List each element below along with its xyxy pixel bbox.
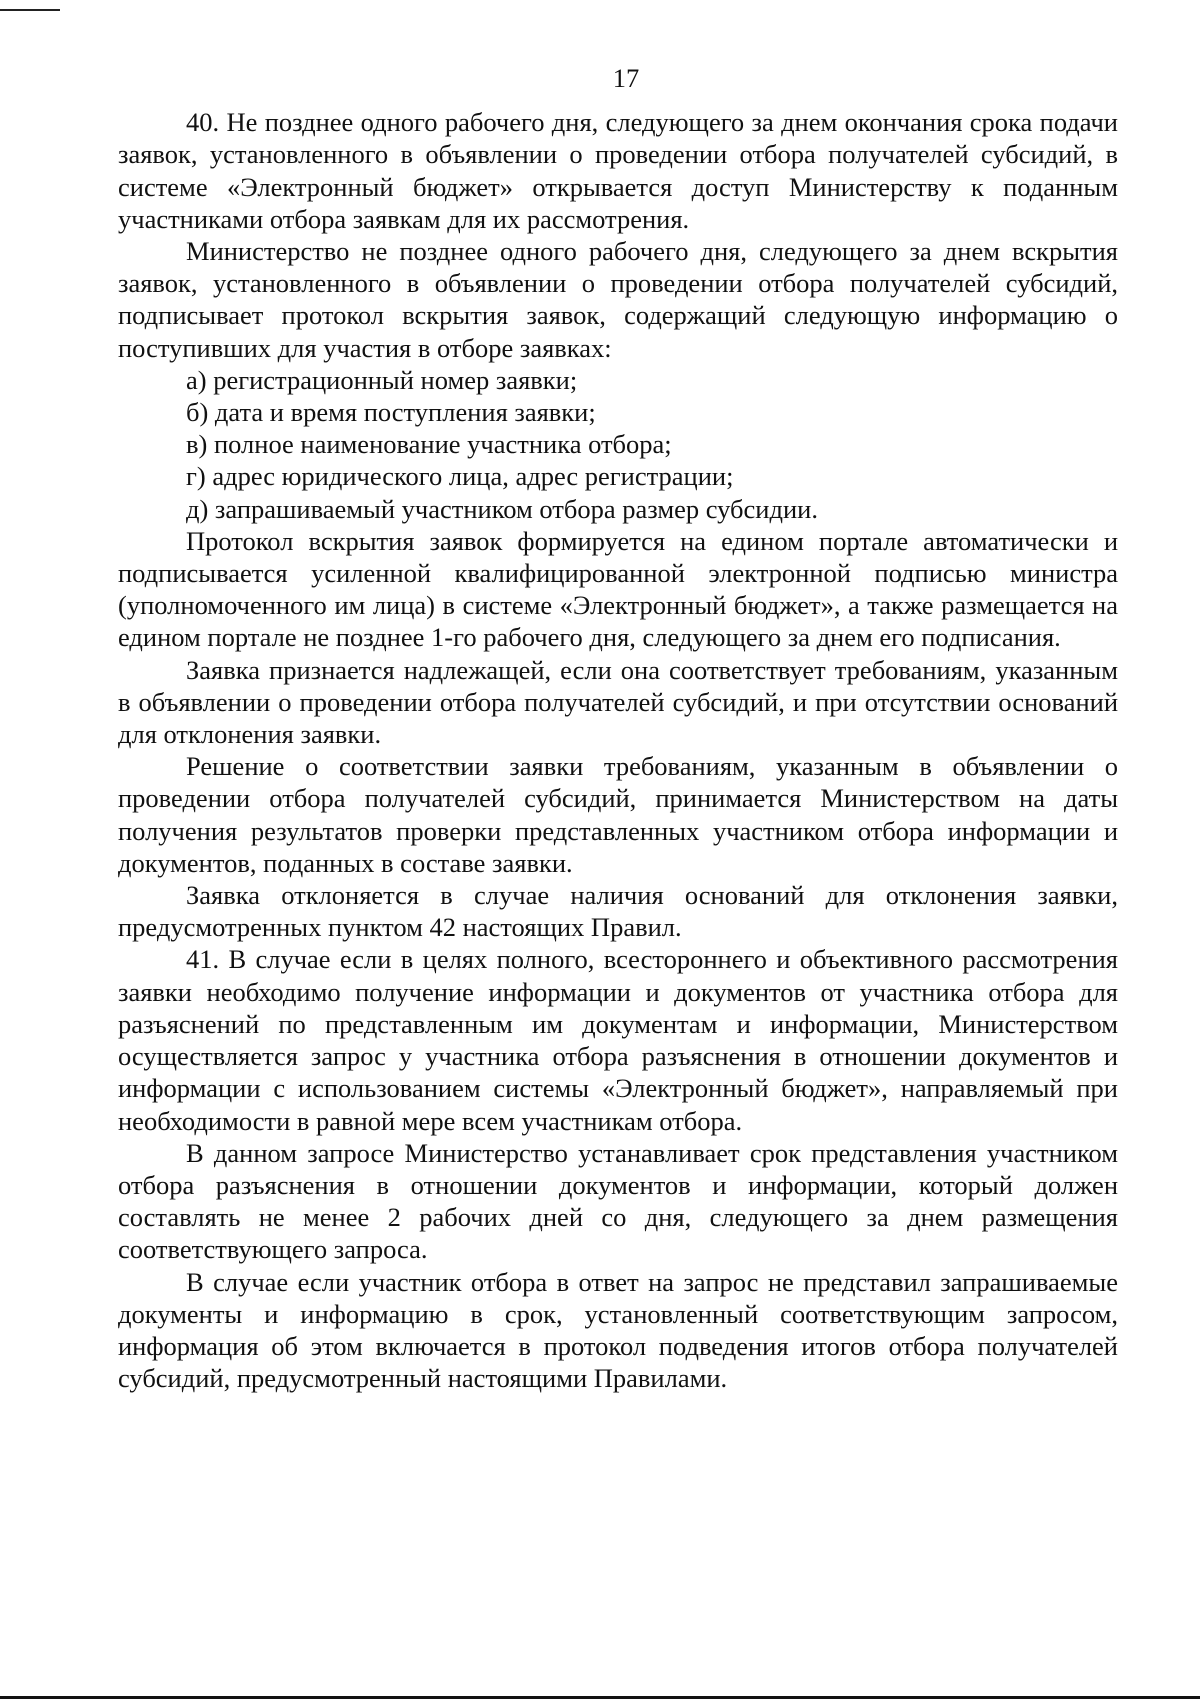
paragraph-protocol-signing: Протокол вскрытия заявок формируется на едином портале автоматически и подписывается усиленной квалифицированной электронной подписью министра (уполномоченного им лица) в системе «Электронный бюджет», а также размещается на едином портале не позднее 1-го рабочего дня, следующего за днем его подписания. — [118, 525, 1118, 653]
paragraph-protocol-intro: Министерство не позднее одного рабочего дня, следующего за днем вскрытия заявок, установленного в объявлении о проведении отбора получателей субсидий, подписывает протокол вскрытия заявок, содержащий следующую информацию о поступивших для участия в отборе заявках: — [118, 236, 1118, 363]
document-page — [118, 62, 1118, 1394]
list-item-a: а) регистрационный номер заявки; — [186, 364, 578, 395]
list-item-d: д) запрашиваемый участником отбора размер субсидии. — [186, 493, 818, 524]
paragraph-40: 40. Не позднее одного рабочего дня, следующего за днем окончания срока подачи заявок, установленного в объявлении о проведении отбора получателей субсидий, в системе «Электронный бюджет» открывается доступ Министерству к поданным участниками отбора заявкам для их рассмотрения. — [118, 107, 1118, 234]
paragraph-request-deadline: В данном запросе Министерство устанавливает срок представления участником отбора разъяснения в отношении документов и информации, который должен составлять не менее 2 рабочих дней со дня, следующего за днем размещения соответствующего запроса. — [118, 1137, 1118, 1265]
paragraph-application-proper: Заявка признается надлежащей, если она соответствует требованиям, указанным в объявлении о проведении отбора получателей субсидий, и при отсутствии оснований для отклонения заявки. — [118, 654, 1118, 750]
scan-edge-top — [0, 9, 60, 11]
scan-edge-bottom — [0, 1696, 1200, 1699]
page-number: 17 — [612, 63, 640, 93]
paragraph-41: 41. В случае если в целях полного, всестороннего и объективного рассмотрения заявки необходимо получение информации и документов от участника отбора для разъяснений по представленным им документам и информации, Министерством осуществляется запрос у участника отбора разъяснения в отношении документов и информации с использованием системы «Электронный бюджет», направляемый при необходимости в равной мере всем участникам отбора. — [118, 944, 1118, 1136]
paragraph-compliance-decision: Решение о соответствии заявки требованиям, указанным в объявлении о проведении отбора получателей субсидий, принимается Министерством на даты получения результатов проверки представленных участником отбора информации и документов, поданных в составе заявки. — [118, 751, 1118, 878]
paragraph-rejection: Заявка отклоняется в случае наличия оснований для отклонения заявки, предусмотренных пунктом 42 настоящих Правил. — [118, 880, 1118, 943]
list-item-v: в) полное наименование участника отбора; — [186, 429, 672, 460]
list-item-b: б) дата и время поступления заявки; — [186, 397, 596, 428]
paragraph-no-response: В случае если участник отбора в ответ на запрос не представил запрашиваемые документы и информацию в срок, установленный соответствующим запросом, информация об этом включается в протокол подведения итогов отбора получателей субсидий, предусмотренный настоящими Правилами. — [118, 1266, 1118, 1394]
list-item-g: г) адрес юридического лица, адрес регистрации; — [186, 461, 734, 492]
